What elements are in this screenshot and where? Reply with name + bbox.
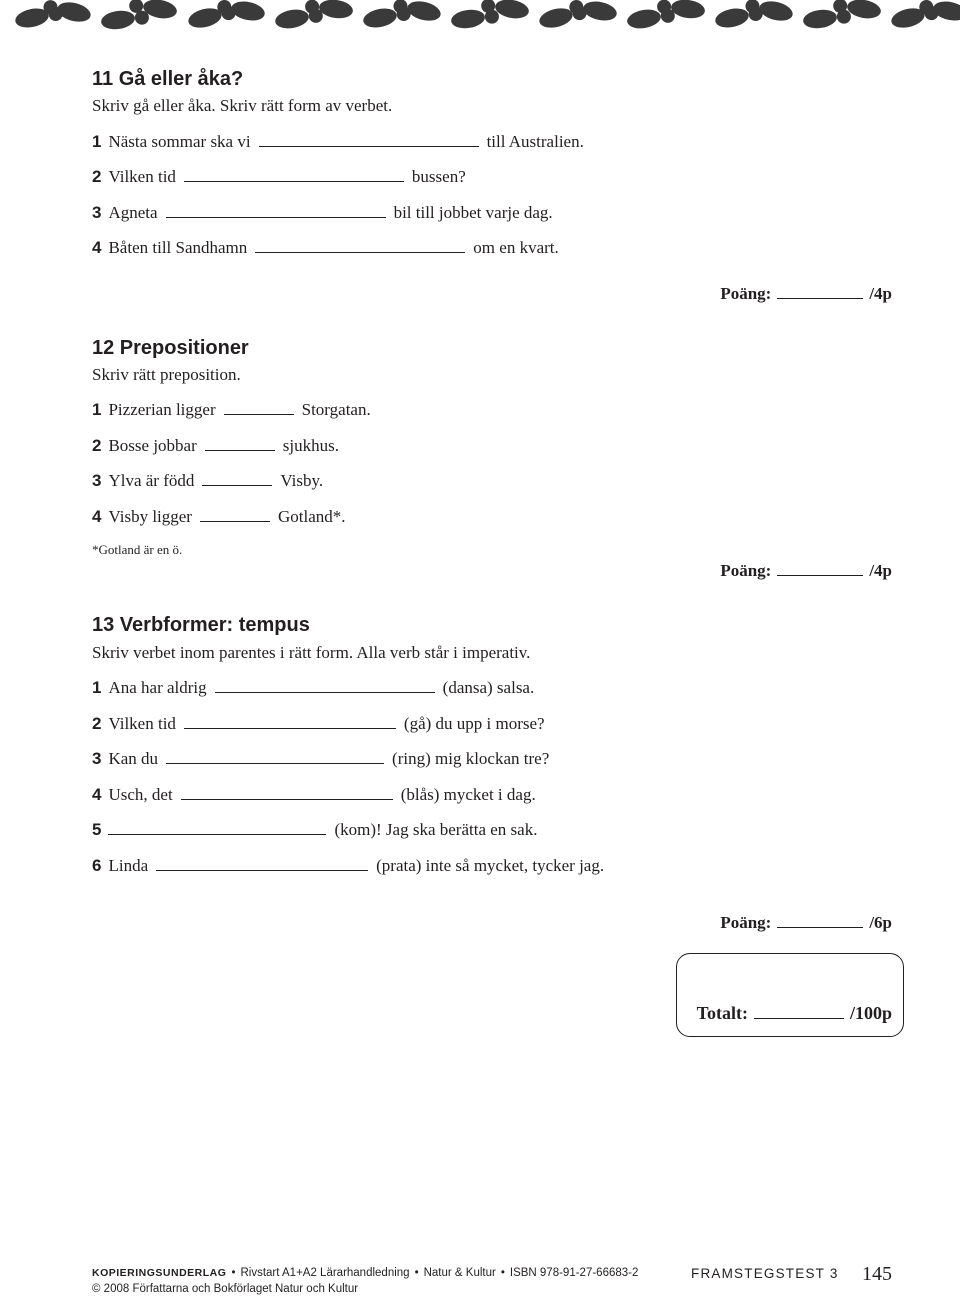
item-text-before: Agneta [108,203,158,222]
section-13-item-4 [92,785,536,805]
section-11-item-3 [92,203,553,223]
answer-blank[interactable] [200,507,270,522]
bullet-icon: • [500,1267,505,1279]
total-blank[interactable] [754,1004,844,1019]
score-max: /6p [869,913,892,932]
footer-publisher: Natur & Kultur [423,1267,496,1279]
total-max: /100p [849,1003,892,1023]
footnote: *Gotland är en ö. [92,542,183,557]
score-blank[interactable] [777,913,863,928]
section-12-item-4 [92,507,346,527]
item-number: 1 [92,678,102,697]
score-max: /4p [869,561,892,580]
item-number: 2 [92,167,102,186]
answer-blank[interactable] [255,238,465,253]
item-text-before: Nästa sommar ska vi [108,132,251,151]
item-text-after: (prata) inte så mycket, tycker jag. [376,856,605,875]
item-text-after: bil till jobbet varje dag. [393,203,553,222]
item-text-before: Vilken tid [108,714,176,733]
footprint-icon [392,0,443,24]
item-text-before: Ana har aldrig [108,678,207,697]
item-text-after: Storgatan. [301,400,371,419]
section-13-heading: 13 Verbformer: tempus [92,614,310,636]
footprint-icon [568,0,619,23]
answer-blank[interactable] [156,856,368,871]
item-text-after: (dansa) salsa. [442,678,535,697]
item-number: 2 [92,436,102,455]
footprint-icon [744,0,795,24]
item-text-before: Kan du [108,749,159,768]
item-text-before: Ylva är född [108,471,195,490]
item-number: 2 [92,714,102,733]
score-label: Poäng: [720,913,772,932]
item-text-before: Bosse jobbar [108,436,197,455]
answer-blank[interactable] [166,203,386,218]
section-13-item-6 [92,856,604,876]
answer-blank[interactable] [184,714,396,729]
section-13-instruction: Skriv verbet inom parentes i rätt form. Alla verb står i imperativ. [92,643,531,662]
section-12-item-2 [92,436,339,456]
section-12-score [720,561,892,581]
item-number: 4 [92,785,102,804]
section-13-item-2 [92,714,545,734]
section-12-item-3 [92,471,323,491]
item-number: 3 [92,203,102,222]
score-label: Poäng: [720,561,772,580]
section-11-instruction: Skriv gå eller åka. Skriv rätt form av verbet. [92,96,393,115]
bullet-icon: • [231,1267,236,1279]
footprint-icon [100,7,150,32]
footer-isbn: ISBN 978-91-27-66683-2 [509,1267,639,1279]
bullet-icon: • [414,1267,419,1279]
item-text-after: (kom)! Jag ska berätta en sak. [334,820,538,839]
footprints-icon [0,0,960,38]
page-number: 145 [862,1263,892,1285]
item-text-before: Båten till Sandhamn [108,238,248,257]
item-text-after: Visby. [280,471,324,490]
score-blank[interactable] [777,561,863,576]
item-text-after: (gå) du upp i morse? [403,714,545,733]
footer-line-1 [92,1267,638,1279]
section-11-score [720,284,892,304]
section-12-item-1 [92,400,371,420]
item-number: 1 [92,400,102,419]
item-text-after: (ring) mig klockan tre? [392,749,550,768]
total-label: Totalt: [696,1003,748,1023]
answer-blank[interactable] [202,471,272,486]
item-number: 1 [92,132,102,151]
footprint-icon [216,0,267,23]
footer-label: KOPIERINGSUNDERLAG [92,1267,227,1279]
item-number: 4 [92,238,102,257]
footer-book: Rivstart A1+A2 Lärarhandledning [240,1267,410,1279]
item-text-after: sjukhus. [282,436,339,455]
section-11-heading: 11 Gå eller åka? [92,68,244,90]
section-13-item-1 [92,678,534,698]
item-text-after: (blås) mycket i dag. [400,785,536,804]
item-text-before: Usch, det [108,785,173,804]
section-12-instruction: Skriv rätt preposition. [92,365,241,384]
item-text-before: Pizzerian ligger [108,400,216,419]
item-text-after: om en kvart. [473,238,559,257]
score-max: /4p [869,284,892,303]
section-13-item-5 [92,820,537,840]
item-text-before: Vilken tid [108,167,176,186]
item-number: 6 [92,856,102,875]
answer-blank[interactable] [259,132,479,147]
section-11-item-2 [92,167,466,187]
answer-blank[interactable] [215,678,435,693]
item-number: 3 [92,471,102,490]
item-text-after: till Australien. [486,132,584,151]
footprints-border [0,0,960,38]
answer-blank[interactable] [181,785,393,800]
total-box [676,953,904,1037]
answer-blank[interactable] [184,167,404,182]
score-label: Poäng: [720,284,772,303]
score-blank[interactable] [777,284,863,299]
page-id: FRAMSTEGSTEST 3 [691,1266,839,1281]
answer-blank[interactable] [205,436,275,451]
section-12-heading: 12 Prepositioner [92,337,249,359]
item-text-before: Linda [108,856,149,875]
section-13-score [720,913,892,933]
item-text-after: Gotland*. [277,507,346,526]
answer-blank[interactable] [166,749,384,764]
item-text-before: Visby ligger [108,507,192,526]
answer-blank[interactable] [108,820,326,835]
section-13-item-3 [92,749,549,769]
item-text-after: bussen? [411,167,466,186]
footer-copyright: © 2008 Författarna och Bokförlaget Natur och Kultur [92,1283,359,1295]
item-number: 4 [92,507,102,526]
answer-blank[interactable] [224,400,294,415]
item-number: 5 [92,820,102,839]
section-11-item-1 [92,132,584,152]
footprint-icon [918,0,960,23]
total-score [697,1003,892,1024]
section-11-item-4 [92,238,559,258]
footprint-icon [42,0,93,25]
item-number: 3 [92,749,102,768]
